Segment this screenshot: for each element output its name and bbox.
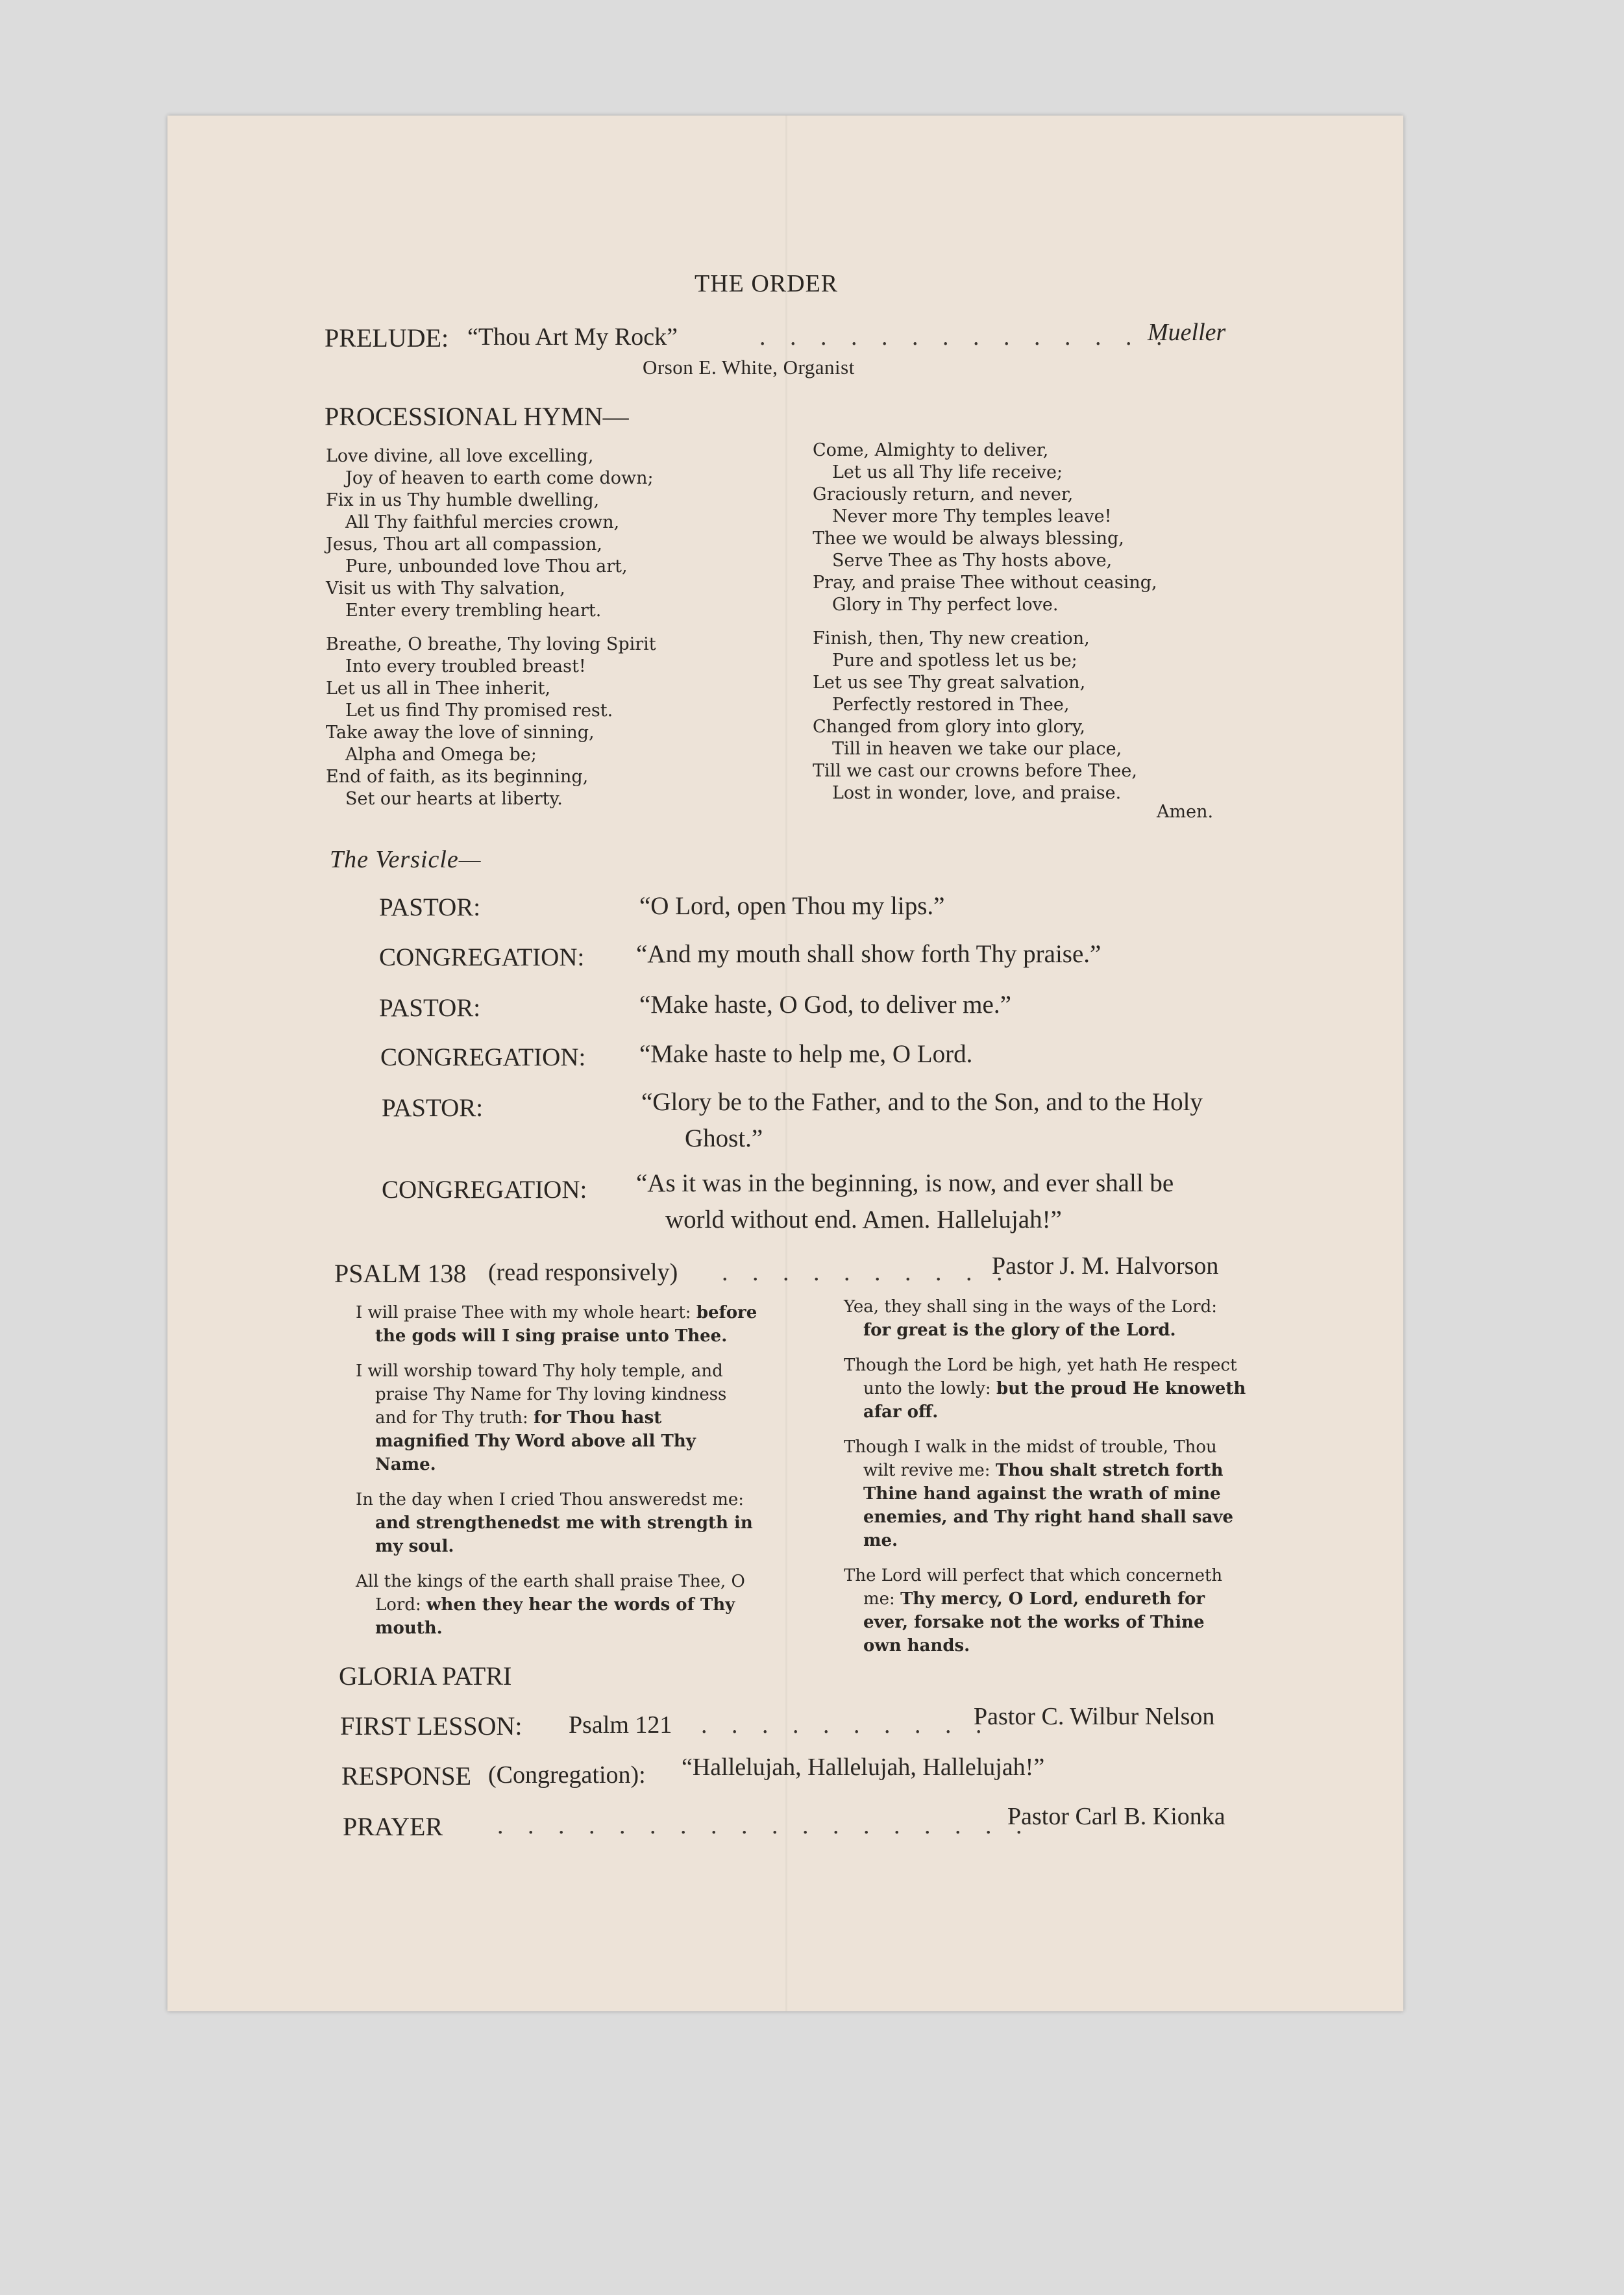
versicle-speaker: PASTOR: (379, 994, 481, 1022)
psalm-verse-response: but the proud He knoweth afar off. (863, 1379, 1246, 1422)
hymn-line: Changed from glory into glory, (813, 717, 1085, 737)
psalm-verse (356, 1301, 758, 1348)
hymn-line: Perfectly restored in Thee, (832, 695, 1070, 715)
response-who: (Congregation): (488, 1761, 646, 1789)
versicle-text: “Make haste to help me, O Lord. (639, 1040, 973, 1068)
psalm-verse-lead: The Lord will perfect that which concerneth me: (844, 1566, 1223, 1609)
first-lesson-dots: . . . . . . . . . . (701, 1711, 991, 1739)
hymn-line: Take away the love of sinning, (326, 723, 595, 743)
hymn-line: Set our hearts at liberty. (345, 789, 563, 809)
versicle-text: “And my mouth shall show forth Thy praise.” (636, 940, 1101, 968)
prayer-leader: Pastor Carl B. Kionka (1007, 1803, 1225, 1830)
hymn-line: Finish, then, Thy new creation, (813, 628, 1090, 649)
gloria-patri: GLORIA PATRI (339, 1661, 512, 1691)
psalm-verse-lead: I will praise Thee with my whole heart: (356, 1303, 691, 1322)
prelude-dots: . . . . . . . . . . . . . . (759, 323, 1172, 351)
versicle-text: “O Lord, open Thou my lips.” (639, 892, 945, 920)
hymn-line: Lost in wonder, love, and praise. (832, 783, 1122, 803)
versicle-text-cont: Ghost.” (685, 1124, 763, 1152)
hymn-line: Alpha and Omega be; (345, 745, 537, 765)
psalm-right-column (844, 1295, 1246, 1669)
hymn-stanza (326, 445, 656, 622)
hymn-amen: Amen. (1157, 802, 1214, 822)
prelude-performer: Orson E. White, Organist (643, 356, 855, 378)
psalm-dots: . . . . . . . . . . (722, 1259, 1012, 1286)
hymn-left-column (326, 445, 656, 822)
psalm-verse-response: Thou shalt stretch forth Thine hand against the wrath of mine enemies, and Thy right hand shall save me. (863, 1461, 1233, 1550)
psalm-verse-response: when they hear the words of Thy mouth. (375, 1595, 735, 1638)
hymn-line: Graciously return, and never, (813, 484, 1074, 504)
page-title: THE ORDER (695, 270, 839, 297)
hymn-line: Joy of heaven to earth come down; (345, 468, 654, 488)
hymn-line: Let us all in Thee inherit, (326, 678, 551, 699)
hymn-line: Into every troubled breast! (345, 656, 586, 676)
versicle-speaker: CONGREGATION: (379, 943, 585, 971)
psalm-verse-response: before the gods will I sing praise unto Thee. (375, 1303, 757, 1346)
hymn-line: Love divine, all love excelling, (326, 446, 594, 466)
psalm-verse-response: and strengthenedst me with strength in my soul. (375, 1513, 753, 1556)
hymn-stanza (813, 628, 1157, 804)
hymn-line: Breathe, O breathe, Thy loving Spirit (326, 634, 656, 654)
psalm-verse-response: Thy mercy, O Lord, endureth for ever, forsake not the works of Thine own hands. (863, 1589, 1205, 1656)
psalm-verse-response: for great is the glory of the Lord. (863, 1321, 1176, 1340)
psalm-verse (844, 1354, 1246, 1424)
psalm-verse-lead: In the day when I cried Thou answeredst me: (356, 1490, 744, 1509)
first-lesson-reader: Pastor C. Wilbur Nelson (974, 1703, 1215, 1730)
versicle-text-cont: world without end. Amen. Hallelujah!” (665, 1206, 1062, 1234)
hymn-stanza (813, 440, 1157, 616)
prelude-piece: “Thou Art My Rock” (467, 323, 678, 351)
hymn-line: Visit us with Thy salvation, (326, 578, 565, 599)
hymn-line: Jesus, Thou art all compassion, (326, 534, 603, 554)
psalm-label: PSALM 138 (334, 1259, 467, 1288)
versicle-text: “Make haste, O God, to deliver me.” (639, 991, 1011, 1019)
prayer-label: PRAYER (343, 1812, 443, 1841)
response-label: RESPONSE (341, 1761, 472, 1791)
hymn-line: All Thy faithful mercies crown, (345, 512, 620, 532)
hymn-line: Let us see Thy great salvation, (813, 673, 1086, 693)
psalm-verse-lead: Though the Lord be high, yet hath He respect unto the lowly: (844, 1356, 1237, 1398)
first-lesson-ref: Psalm 121 (569, 1711, 672, 1739)
processional-heading: PROCESSIONAL HYMN— (325, 402, 629, 431)
prayer-dots: . . . . . . . . . . . . . . . . . . (497, 1812, 1031, 1839)
hymn-line: Pray, and praise Thee without ceasing, (813, 573, 1157, 593)
versicle-speaker: CONGREGATION: (382, 1176, 587, 1204)
psalm-verse-lead: All the kings of the earth shall praise Thee, O Lord: (356, 1572, 745, 1615)
hymn-line: Serve Thee as Thy hosts above, (832, 551, 1113, 571)
psalm-note: (read responsively) (488, 1259, 678, 1286)
hymn-line: Fix in us Thy humble dwelling, (326, 490, 600, 510)
psalm-verse-lead: Though I walk in the midst of trouble, Thou wilt revive me: (844, 1437, 1217, 1480)
hymn-line: Come, Almighty to deliver, (813, 440, 1049, 460)
first-lesson-label: FIRST LESSON: (340, 1711, 523, 1741)
psalm-left-column (356, 1301, 758, 1652)
hymn-line: Let us all Thy life receive; (832, 462, 1063, 482)
prelude-label: PRELUDE: (325, 323, 449, 353)
prelude-composer: Mueller (1148, 319, 1226, 346)
hymn-line: Thee we would be always blessing, (813, 528, 1124, 549)
hymn-right-column (813, 440, 1157, 816)
hymn-line: Pure, unbounded love Thou art, (345, 556, 628, 577)
psalm-verse (356, 1359, 758, 1476)
psalm-verse-response: for Thou hast magnified Thy Word above all Thy Name. (375, 1408, 696, 1474)
versicle-speaker: PASTOR: (379, 893, 481, 921)
psalm-verse (356, 1570, 758, 1640)
versicle-speaker: CONGREGATION: (380, 1043, 586, 1071)
versicle-text: “As it was in the beginning, is now, and ever shall be (636, 1169, 1174, 1197)
hymn-line: Let us find Thy promised rest. (345, 701, 613, 721)
psalm-verse-lead: Yea, they shall sing in the ways of the Lord: (844, 1297, 1218, 1317)
psalm-leader: Pastor J. M. Halvorson (992, 1252, 1219, 1280)
psalm-verse (844, 1564, 1246, 1657)
hymn-line: End of faith, as its beginning, (326, 767, 589, 787)
hymn-line: Enter every trembling heart. (345, 601, 602, 621)
psalm-verse (356, 1488, 758, 1558)
versicle-speaker: PASTOR: (382, 1094, 484, 1122)
hymn-stanza (326, 634, 656, 810)
hymn-line: Pure and spotless let us be; (832, 651, 1077, 671)
versicle-heading: The Versicle— (330, 846, 482, 873)
hymn-line: Glory in Thy perfect love. (832, 595, 1059, 615)
hymn-line: Never more Thy temples leave! (832, 506, 1112, 527)
versicle-text: “Glory be to the Father, and to the Son, and to the Holy (641, 1088, 1203, 1116)
hymn-line: Till we cast our crowns before Thee, (813, 761, 1137, 781)
psalm-verse-lead: I will worship toward Thy holy temple, and praise Thy Name for Thy loving kindness and for Thy truth: (356, 1361, 727, 1428)
response-text: “Hallelujah, Hallelujah, Hallelujah!” (682, 1754, 1045, 1781)
psalm-verse (844, 1435, 1246, 1552)
hymn-line: Till in heaven we take our place, (832, 739, 1122, 759)
psalm-verse (844, 1295, 1246, 1342)
